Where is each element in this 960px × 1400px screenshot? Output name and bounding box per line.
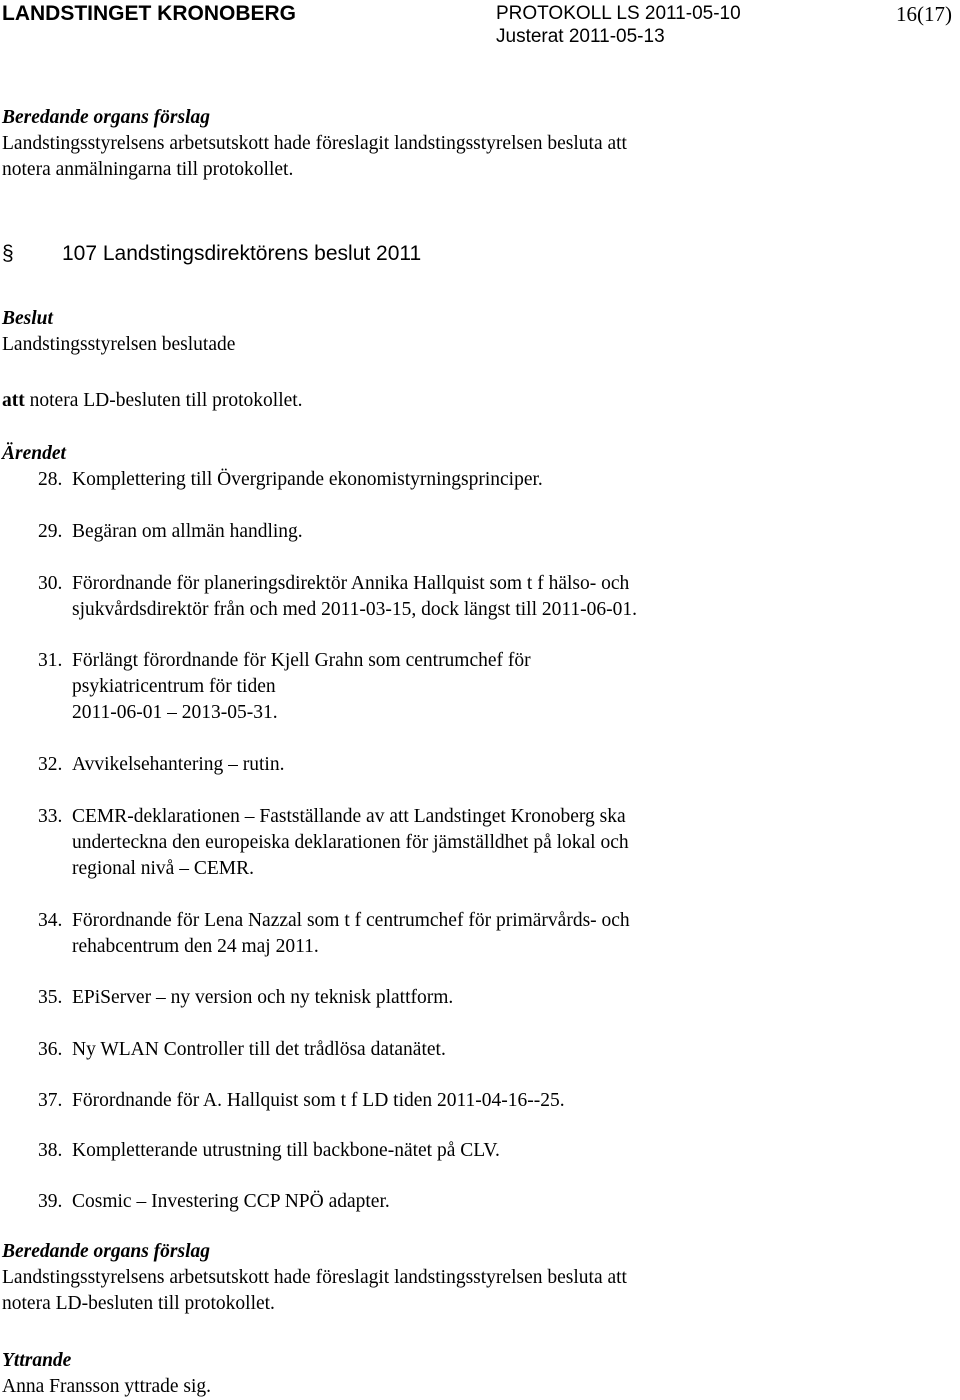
proposal-text-line: Landstingsstyrelsens arbetsutskott hade föreslagit landstingsstyrelsen besluta att (2, 133, 627, 154)
att-text: notera LD-besluten till protokollet. (24, 390, 303, 411)
item-text: CEMR-deklarationen – Fastställande av att Landstinget Kronoberg ska (72, 806, 626, 827)
list-item (38, 571, 637, 623)
att-word: att (2, 390, 25, 411)
statement-text: Anna Fransson yttrade sig. (2, 1376, 212, 1397)
item-number: 39. (38, 1191, 63, 1212)
list-item (38, 1138, 500, 1164)
list-item (38, 1037, 446, 1063)
item-number: 37. (38, 1090, 63, 1111)
item-text: Förordnande för planeringsdirektör Annika Hallquist som t f hälso- och (72, 573, 630, 594)
list-item (38, 752, 284, 778)
proposal-text-line: notera anmälningarna till protokollet. (2, 159, 294, 180)
list-item (38, 908, 630, 960)
item-number: 36. (38, 1039, 63, 1060)
item-text: Ny WLAN Controller till det trådlösa datanätet. (72, 1039, 446, 1060)
item-text: Avvikelsehantering – rutin. (72, 754, 285, 775)
item-text: psykiatricentrum för tiden (72, 676, 276, 697)
item-text: Cosmic – Investering CCP NPÖ adapter. (72, 1191, 390, 1212)
item-number: 31. (38, 650, 63, 671)
item-text: rehabcentrum den 24 maj 2011. (72, 936, 319, 957)
page-number: 16(17) (896, 2, 952, 26)
list-item (38, 1088, 565, 1114)
protocol-date: PROTOKOLL LS 2011-05-10 (496, 3, 741, 24)
item-text: Komplettering till Övergripande ekonomistyrningsprinciper. (72, 469, 543, 490)
list-item (38, 1189, 390, 1215)
item-text: sjukvårdsdirektör från och med 2011-03-15, dock längst till 2011-06-01. (72, 599, 638, 620)
list-item (38, 467, 543, 493)
adjusted-date: Justerat 2011-05-13 (496, 26, 665, 47)
decision-text: Landstingsstyrelsen beslutade (2, 334, 236, 355)
matter-heading: Ärendet (2, 443, 66, 464)
decision-heading: Beslut (2, 308, 53, 329)
proposal-heading: Beredande organs förslag (2, 1241, 211, 1262)
item-number: 28. (38, 469, 63, 490)
item-text: regional nivå – CEMR. (72, 858, 254, 879)
item-number: 34. (38, 910, 63, 931)
item-number: 30. (38, 573, 63, 594)
list-item (38, 985, 453, 1011)
item-text: underteckna den europeiska deklarationen för jämställdhet på lokal och (72, 832, 629, 853)
proposal-text-line: notera LD-besluten till protokollet. (2, 1293, 275, 1314)
item-text: EPiServer – ny version och ny teknisk plattform. (72, 987, 454, 1008)
item-text: Begäran om allmän handling. (72, 521, 303, 542)
list-item (38, 519, 303, 545)
item-number: 35. (38, 987, 63, 1008)
item-text: Förordnande för Lena Nazzal som t f centrumchef för primärvårds- och (72, 910, 630, 931)
item-text: Förlängt förordnande för Kjell Grahn som centrumchef för (72, 650, 531, 671)
list-item (38, 648, 531, 726)
section-title (2, 240, 421, 268)
item-number: 38. (38, 1140, 63, 1161)
item-number: 29. (38, 521, 63, 542)
item-number: 33. (38, 806, 63, 827)
item-text: Förordnande för A. Hallquist som t f LD tiden 2011-04-16--25. (72, 1090, 565, 1111)
section-title-text: 107 Landstingsdirektörens beslut 2011 (62, 242, 422, 265)
proposal-text-line: Landstingsstyrelsens arbetsutskott hade föreslagit landstingsstyrelsen besluta att (2, 1267, 627, 1288)
organization-name: LANDSTINGET KRONOBERG (2, 2, 296, 25)
proposal-heading: Beredande organs förslag (2, 107, 211, 128)
list-item (38, 804, 629, 882)
statement-heading: Yttrande (2, 1350, 72, 1371)
item-text: 2011-06-01 – 2013-05-31. (72, 702, 278, 723)
decision-att-line (2, 388, 303, 414)
item-text: Kompletterande utrustning till backbone-nätet på CLV. (72, 1140, 500, 1161)
section-symbol: § (2, 242, 14, 265)
item-number: 32. (38, 754, 63, 775)
